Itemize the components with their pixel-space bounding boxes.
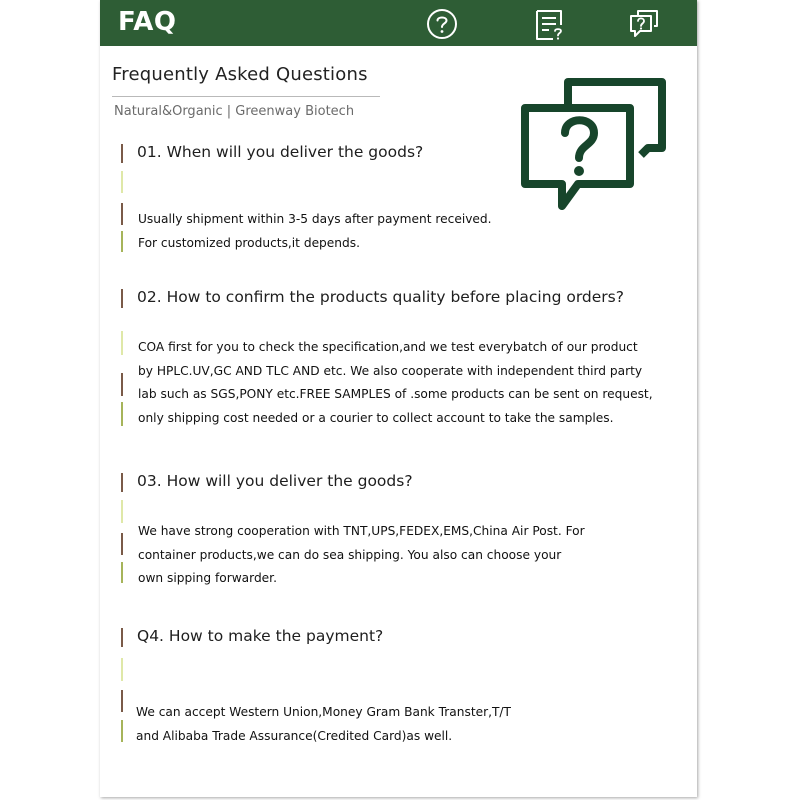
faq-answer-4: We can accept Western Union,Money Gram Bank Transter,T/T and Alibaba Trade Assurance(Credited Card)as well. xyxy=(136,705,511,743)
accent-bar xyxy=(121,402,123,426)
faq-answer-2: COA first for you to check the specification,and we test everybatch of our product by HPLC.UV,GC AND TLC AND etc. We also cooperate with independent third party lab such as SGS,PONY etc.FREE SAMPLES of .some products can be sent on request, only shipping cost needed or a courier to collect account to take the samples. xyxy=(138,340,653,425)
faq-page xyxy=(100,0,697,797)
accent-bar xyxy=(121,562,123,583)
accent-bar xyxy=(121,690,123,712)
faq-question-3: 03. How will you deliver the goods? xyxy=(137,472,413,490)
faq-question-4: Q4. How to make the payment? xyxy=(137,627,384,645)
speech-bubbles-question-icon xyxy=(520,78,670,216)
accent-bar xyxy=(121,658,123,681)
page-subtitle: Natural&Organic | Greenway Biotech xyxy=(114,104,355,119)
document-question-icon[interactable] xyxy=(533,7,567,41)
accent-bar xyxy=(121,144,123,163)
accent-bar xyxy=(121,203,123,225)
faq-question-2: 02. How to confirm the products quality before placing orders? xyxy=(137,288,624,306)
accent-bar xyxy=(121,628,123,647)
faq-header-bar xyxy=(100,0,697,46)
accent-bar xyxy=(121,231,123,252)
accent-bar xyxy=(121,500,123,523)
accent-bar xyxy=(121,373,123,396)
accent-bar xyxy=(121,171,123,193)
accent-bar xyxy=(121,289,123,308)
accent-bar xyxy=(121,720,123,742)
accent-bar xyxy=(121,331,123,355)
question-circle-icon[interactable] xyxy=(425,7,459,41)
faq-answer-1: Usually shipment within 3-5 days after payment received. For customized products,it depends. xyxy=(138,212,492,250)
accent-bar xyxy=(121,533,123,555)
faq-answer-3: We have strong cooperation with TNT,UPS,FEDEX,EMS,China Air Post. For container products,we can do sea shipping. You also can choose your own sipping forwarder. xyxy=(138,524,585,585)
accent-bar xyxy=(121,473,123,492)
header-title: FAQ xyxy=(118,7,177,37)
title-divider xyxy=(112,96,380,97)
chat-question-icon[interactable] xyxy=(627,7,661,41)
faq-question-1: 01. When will you deliver the goods? xyxy=(137,143,424,161)
page-title: Frequently Asked Questions xyxy=(112,64,368,85)
